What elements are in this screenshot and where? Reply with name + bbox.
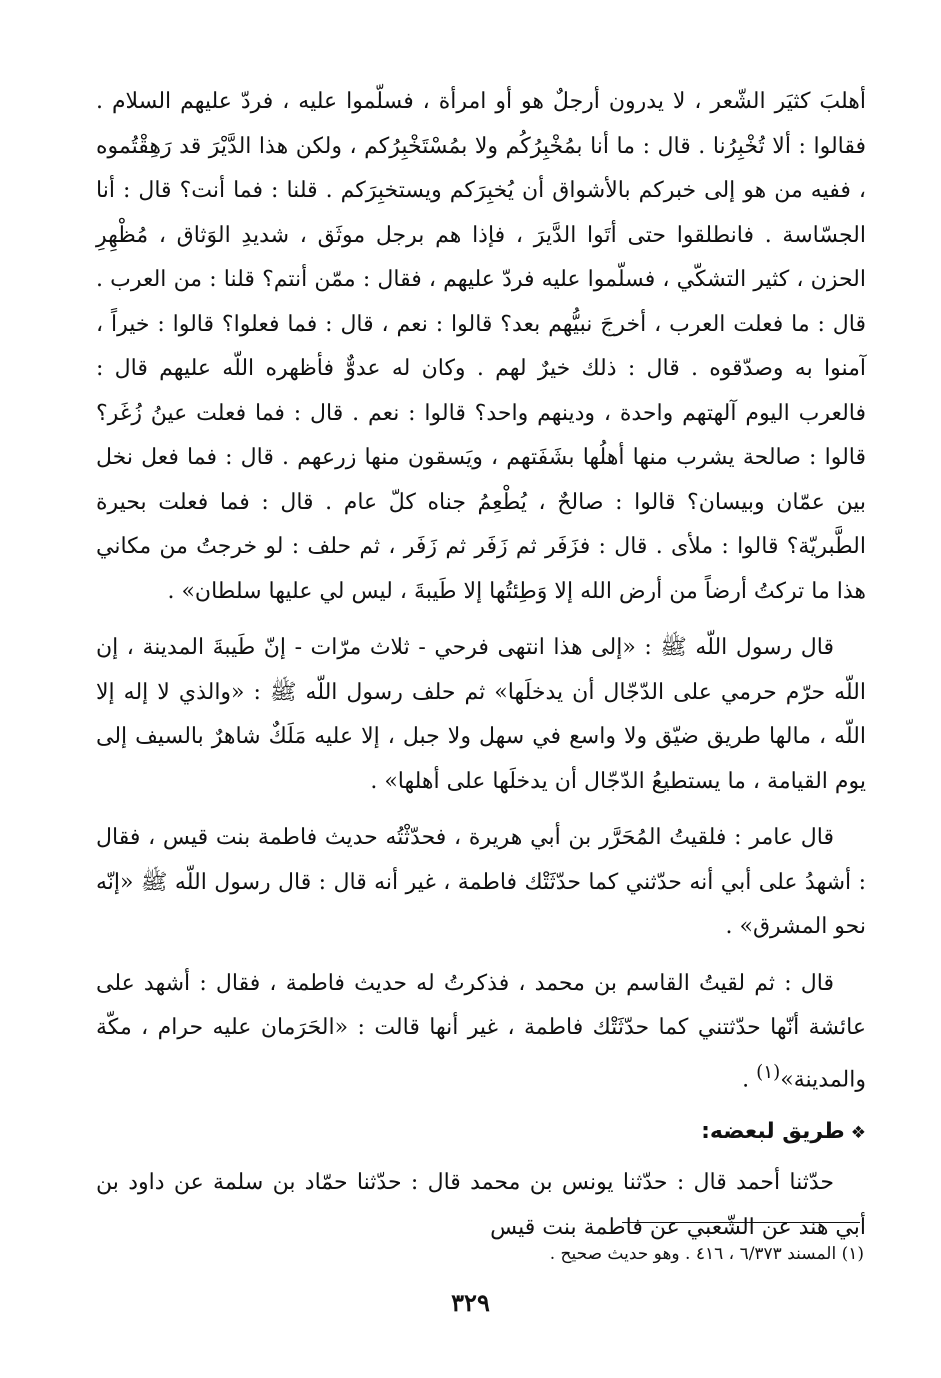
paragraph-dajjal-narrative: أهلبَ كثيَر الشّعر ، لا يدرون أرجلٌ هو أو امرأة ، فسلّموا عليه ، فردّ عليهم السلام . فقالوا : ألا تُخْبِرُنا . قال : ما أنا بمُخْبِرُكُم ولا بمُسْتَخْبِرُكم ، ولكن هذا الدَّيْرَ قد رَهِقْتُموه ، ففيه من هو إلى خبركم بالأشواق أن يُخبِرَكم ويستخبِرَكم . قلنا : فما أنت؟ قال : أنا الجسّاسة . فانطلقوا حتى أتَوا الدَّيرَ ، فإذا هم برجل موثَق ، شديدِ الوَثاق ، مُظْهِرِ الحزن ، كثير التشكّي ، فسلّموا عليه فردّ عليهم ، فقال : ممّن أنتم؟ قلنا : من العرب . قال : ما فعلت العرب ، أخرجَ نبيُّهم بعد؟ قالوا : نعم ، قال : فما فعلوا؟ قالوا : خيراً ، آمنوا به وصدّقوه . قال : ذلك خيرٌ لهم . وكان له عدوٌّ فأظهره اللّه عليهم قال : فالعرب اليوم آلهتهم واحدة ، ودينهم واحد؟ قالوا : نعم . قال : فما فعلت عينُ زُغَر؟ قالوا : صالحة يشرب منها أهلُها بشَفَتهم ، ويَسقون منها زرعهم . قال : فما فعل نخل بين عمّان وبيسان؟ قالوا : صالحٌ ، يُطْعِمُ جناه كلّ عام . قال : فما فعلت بحيرة الطَّبريّة؟ قالوا : ملأى . قال : فزَفَر ثم زَفَر ثم زَفَر ، ثم حلف : لو خرجتُ من مكاني هذا ما تركتُ أرضاً من أرض الله إلا وَطِئتُها إلا طَيبةَ ، ليس لي عليها سلطان» .	[96, 89, 866, 604]
paragraph-qasim-text: قال : ثم لقيتُ القاسم بن محمد ، فذكرتُ له حديث فاطمة ، فقال : أشهد على عائشة أنّها حدّثتني كما حدّثَتْك فاطمة ، غير أنها قالت : «الحَرَمان عليه حرام ، مكّة والمدينة»	[96, 970, 866, 1092]
section-heading	[96, 1110, 866, 1155]
paragraph-amir-report: قال عامر : فلقيتُ المُحَرَّر بن أبي هريرة ، فحدّثْتُه حديث فاطمة بنت قيس ، فقال : أشهدُ على أبي أنه حدّثني كما حدّثَتْك فاطمة ، غير أنه قال : قال رسول اللّه ﷺ «إنّه نحو المشرق» .	[96, 825, 866, 939]
footnote-reference: (١)	[756, 1061, 781, 1083]
book-page	[96, 80, 866, 1250]
page-number: ٣٢٩	[451, 1288, 490, 1317]
paragraph-isnad: حدّثنا أحمد قال : حدّثنا يونس بن محمد قال : حدّثنا حمّاد بن سلمة عن داود بن أبي هند عن الشّعبي عن فاطمة بنت قيس	[96, 1170, 866, 1240]
paragraph-prophet-saying: قال رسول اللّه ﷺ : «إلى هذا انتهى فرحي - ثلاث مرّات - إنّ طَيبةَ المدينة ، إن اللّه حرّم حرمي على الدّجّال أن يدخلَها» ثم حلف رسول اللّه ﷺ : «والذي لا إله إلا اللّه ، مالها طريق ضيّق ولا واسع في سهل ولا جبل ، إلا عليه مَلَكٌ شاهرٌ بالسيف إلى يوم القيامة ، ما يستطيعُ الدّجّال أن يدخلَها على أهلها» .	[96, 635, 866, 794]
section-heading-text: طريق لبعضه:	[701, 1119, 845, 1145]
footnote: (١) المسند ٦/٣٧٣ ، ٤١٦ . وهو حديث صحيح .	[549, 1244, 864, 1264]
footnote-divider	[622, 1222, 860, 1223]
heading-ornament-icon: ❖	[850, 1123, 866, 1144]
paragraph-qasim-report	[96, 962, 866, 1103]
paragraph-end-period: .	[742, 1066, 757, 1092]
